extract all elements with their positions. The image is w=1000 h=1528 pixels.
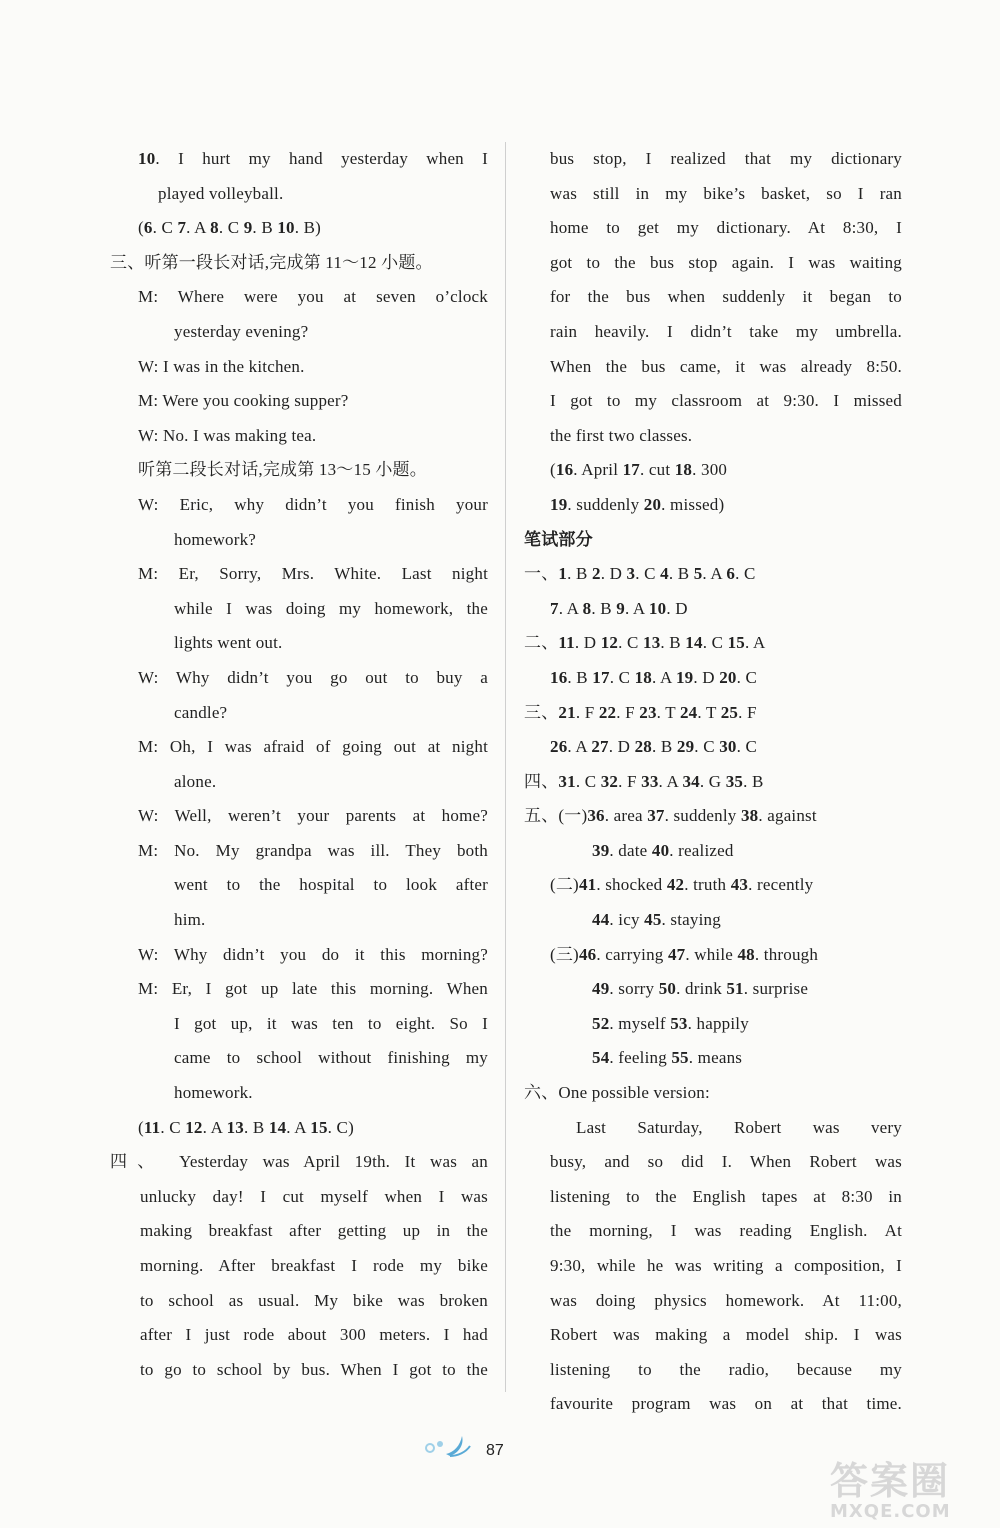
text-run: . D (608, 737, 635, 757)
text-line (524, 1076, 902, 1111)
text-run: . April (573, 460, 623, 480)
text-run: . truth (684, 875, 731, 895)
text-run: . B (567, 564, 592, 584)
text-line (524, 1353, 902, 1388)
text-run: . I hurt my hand yesterday when I (155, 149, 488, 168)
text-line (524, 1214, 902, 1249)
text-run: . D (666, 598, 688, 618)
text-run: . suddenly (664, 806, 741, 826)
watermark-line-1: 答案圈 (830, 1459, 951, 1503)
text-run: . C (736, 667, 758, 687)
text-line (110, 868, 488, 903)
question-number: 15 (310, 1117, 328, 1137)
text-run: ( (138, 1117, 144, 1137)
text-line (524, 1284, 902, 1319)
question-number: 5 (693, 564, 703, 584)
text-line (110, 1214, 488, 1249)
question-number: 8 (210, 218, 219, 238)
text-line (524, 384, 902, 419)
text-run: 四、 (524, 771, 559, 791)
text-run: W: Why didn’t you do it this morning? (138, 944, 488, 964)
text-run: . A (624, 598, 649, 618)
text-line (110, 523, 488, 558)
text-line (110, 1111, 488, 1146)
text-run: . A (186, 218, 211, 238)
text-line (524, 315, 902, 350)
text-run: 二、 (524, 633, 559, 653)
text-run: yesterday evening? (174, 321, 309, 341)
question-number: 26 (550, 737, 568, 757)
text-line (110, 177, 488, 212)
text-run: . B (743, 771, 764, 791)
text-run: . happily (687, 1013, 749, 1033)
text-run: 四、 Yesterday was April 19th. It was an (110, 1152, 488, 1172)
text-run: . B (567, 667, 593, 687)
text-line (110, 488, 488, 523)
text-run: . C (618, 633, 643, 653)
question-number: 46 (578, 944, 597, 964)
text-line (524, 1111, 902, 1146)
question-number: 18 (674, 460, 693, 480)
question-number: 51 (726, 979, 744, 999)
text-run: alone. (174, 771, 217, 791)
text-run: M: No. My grandpa was ill. They both (138, 840, 488, 860)
watermark-line-2: MXQE.COM (830, 1501, 951, 1522)
text-line (524, 1249, 902, 1284)
text-line (110, 384, 488, 419)
question-number: 1 (558, 564, 568, 584)
question-number: 39 (592, 840, 610, 860)
text-run: came to school without finishing my (174, 1048, 488, 1068)
text-line (110, 1249, 488, 1284)
text-line (524, 799, 902, 834)
text-run: . 300 (692, 460, 728, 480)
text-line (524, 350, 902, 385)
text-run: M: Er, Sorry, Mrs. White. Last night (138, 564, 488, 584)
text-run: W: No. I was making tea. (138, 425, 317, 445)
text-run: . F (616, 702, 640, 722)
text-run: . B (660, 633, 686, 653)
question-number: 37 (647, 806, 665, 826)
text-run: . F (618, 771, 642, 791)
text-run: bus stop, I realized that my dictionary (550, 149, 902, 168)
question-number: 40 (651, 840, 670, 860)
question-number: 43 (730, 875, 749, 895)
question-number: 13 (226, 1117, 244, 1137)
text-run: When the bus came, it was already 8:50. (550, 356, 902, 376)
text-run: . staying (661, 910, 721, 930)
text-run: M: Er, I got up late this morning. When (138, 979, 488, 999)
question-number: 42 (666, 875, 685, 895)
text-run: while I was doing my homework, the (174, 598, 488, 618)
text-run: candle? (174, 702, 228, 722)
text-run: . surprise (743, 979, 809, 999)
text-run: . drink (676, 979, 727, 999)
text-run: making breakfast after getting up in the (140, 1221, 488, 1241)
question-number: 45 (644, 910, 662, 930)
question-number: 54 (592, 1048, 610, 1068)
text-line (110, 938, 488, 973)
text-line (110, 1041, 488, 1076)
question-number: 53 (670, 1013, 688, 1033)
text-run: . C (152, 218, 178, 238)
text-line (524, 557, 902, 592)
question-number: 18 (634, 667, 652, 687)
question-number: 14 (268, 1117, 287, 1137)
question-number: 47 (667, 944, 686, 964)
text-line (110, 142, 488, 177)
text-run: ( (138, 218, 144, 238)
question-number: 11 (558, 633, 575, 653)
question-number: 25 (720, 702, 739, 722)
text-line (524, 938, 902, 973)
text-run: . sorry (609, 979, 659, 999)
text-run: . C (635, 564, 661, 584)
question-number: 笔试部分 (524, 529, 593, 549)
text-run: . T (697, 702, 721, 722)
question-number: 14 (685, 633, 703, 653)
text-run: W: I was in the kitchen. (138, 356, 305, 376)
text-line (110, 350, 488, 385)
text-run: . A (567, 737, 592, 757)
question-number: 8 (582, 598, 592, 618)
text-run: Last Saturday, Robert was very (576, 1117, 902, 1137)
text-line (110, 1353, 488, 1388)
text-line (524, 868, 902, 903)
question-number: 31 (558, 771, 576, 791)
text-line (524, 1007, 902, 1042)
question-number: 33 (641, 771, 659, 791)
question-number: 44 (592, 910, 610, 930)
text-run: . F (738, 702, 757, 722)
question-number: 10 (648, 598, 667, 618)
text-line (524, 453, 902, 488)
text-line (524, 280, 902, 315)
question-number: 6 (143, 218, 153, 238)
text-run: . T (656, 702, 680, 722)
question-number: 17 (592, 667, 610, 687)
text-line (110, 453, 488, 488)
text-run: listening to the radio, because my (550, 1359, 902, 1379)
question-number: 2 (592, 564, 601, 584)
text-line (524, 523, 902, 558)
text-run: . C (218, 218, 244, 238)
question-number: 20 (643, 494, 662, 514)
question-number: 48 (737, 944, 755, 964)
text-line (110, 419, 488, 454)
text-run: to school as usual. My bike was broken (140, 1290, 488, 1310)
question-number: 16 (555, 460, 574, 480)
text-run: morning. After breakfast I rode my bike (140, 1256, 488, 1275)
text-run: to go to school by bus. When I got to the (140, 1359, 488, 1379)
question-number: 27 (591, 737, 609, 757)
text-run: W: Well, weren’t your parents at home? (138, 806, 488, 826)
text-line (524, 696, 902, 731)
text-run: . F (575, 702, 599, 722)
text-run: . date (609, 840, 652, 860)
text-run: . C (160, 1117, 186, 1137)
text-run: . C (702, 633, 728, 653)
text-line (110, 799, 488, 834)
text-run: . B (252, 218, 278, 238)
text-run: . A (202, 1117, 227, 1137)
page-ornament (420, 1430, 480, 1465)
text-run: rain heavily. I didn’t take my umbrella. (550, 321, 902, 341)
question-number: 10 (277, 218, 295, 238)
text-run: . suddenly (567, 494, 644, 514)
question-number: 29 (676, 737, 695, 757)
question-number: 20 (719, 667, 737, 687)
question-number: 13 (643, 633, 661, 653)
text-run: . realized (669, 840, 734, 860)
text-run: . C) (327, 1117, 354, 1137)
text-run: . C (736, 737, 758, 757)
text-line (524, 626, 902, 661)
question-number: 9 (243, 218, 253, 238)
text-run: . A (658, 771, 683, 791)
text-run: . B (668, 564, 694, 584)
text-run: . G (699, 771, 726, 791)
question-number: 21 (558, 702, 576, 722)
text-run: I got to my classroom at 9:30. I missed (550, 391, 902, 411)
text-line (524, 1318, 902, 1353)
question-number: 30 (719, 737, 737, 757)
text-run: 听第二段长对话,完成第 13～15 小题。 (138, 460, 427, 480)
text-line (110, 1076, 488, 1111)
text-run: . means (688, 1048, 743, 1068)
text-line (524, 834, 902, 869)
text-run: the first two classes. (550, 425, 693, 445)
text-line (110, 211, 488, 246)
question-number: 11 (143, 1117, 161, 1137)
text-run: was doing physics homework. At 11:00, (550, 1290, 902, 1310)
text-run: M: Oh, I was afraid of going out at night (138, 737, 488, 757)
text-line (524, 1180, 902, 1215)
text-line (110, 903, 488, 938)
text-run: . B (591, 598, 617, 618)
text-run: after I just rode about 300 meters. I had (140, 1325, 488, 1345)
text-run: unlucky day! I cut myself when I was (140, 1186, 488, 1206)
question-number: 52 (592, 1013, 610, 1033)
text-line (524, 972, 902, 1007)
text-run: . myself (609, 1013, 671, 1033)
text-line (524, 661, 902, 696)
text-line (524, 765, 902, 800)
text-run: favourite program was on at that time. (550, 1394, 902, 1414)
question-number: 23 (639, 702, 657, 722)
text-line (110, 834, 488, 869)
text-line (110, 1145, 488, 1180)
text-run: . C (575, 771, 601, 791)
text-line (524, 1387, 902, 1422)
question-number: 10 (138, 149, 156, 168)
text-run: ( (550, 460, 556, 480)
question-number: 38 (740, 806, 759, 826)
question-number: 3 (626, 564, 636, 584)
question-number: 9 (616, 598, 625, 618)
text-line (524, 1145, 902, 1180)
text-line (524, 903, 902, 938)
text-run: 三、听第一段长对话,完成第 11～12 小题。 (110, 252, 433, 272)
text-run: homework? (174, 529, 257, 549)
text-run: . B (244, 1117, 269, 1137)
text-run: played volleyball. (158, 183, 284, 203)
text-run: I got up, it was ten to eight. So I (174, 1013, 488, 1033)
text-run: lights went out. (174, 633, 283, 653)
text-run: . C (694, 737, 720, 757)
text-run: . D (693, 667, 720, 687)
text-line (524, 211, 902, 246)
text-line (524, 246, 902, 281)
right-column (524, 142, 902, 1422)
text-run: (二) (550, 875, 579, 895)
text-run: was still in my bike’s basket, so I ran (550, 183, 902, 203)
question-number: 49 (592, 979, 610, 999)
question-number: 22 (598, 702, 617, 722)
text-run: 一、 (524, 564, 559, 584)
question-number: 35 (725, 771, 744, 791)
text-run: M: Were you cooking supper? (138, 391, 349, 411)
text-run: . against (758, 806, 817, 826)
text-line (524, 419, 902, 454)
question-number: 7 (177, 218, 187, 238)
watermark-logo (830, 1450, 951, 1522)
text-line (524, 730, 902, 765)
left-column (110, 142, 488, 1387)
text-line (110, 1318, 488, 1353)
question-number: 24 (679, 702, 698, 722)
text-run: . missed) (661, 494, 725, 514)
text-line (110, 972, 488, 1007)
question-number: 34 (682, 771, 700, 791)
text-run: . D (574, 633, 601, 653)
question-number: 55 (671, 1048, 689, 1068)
text-line (110, 661, 488, 696)
text-run: 五、(一) (524, 806, 588, 826)
text-run: . carrying (596, 944, 668, 964)
text-run: 9:30, while he was writing a composition, I (550, 1256, 902, 1275)
text-line (110, 730, 488, 765)
text-line (110, 1284, 488, 1319)
text-run: . C (609, 667, 635, 687)
text-run: . A (558, 598, 583, 618)
text-run: him. (174, 910, 206, 930)
text-run: . icy (609, 910, 645, 930)
text-line (110, 592, 488, 627)
text-line (524, 177, 902, 212)
text-line (110, 1007, 488, 1042)
text-run: (三) (550, 944, 579, 964)
text-run: W: Why didn’t you go out to buy a (138, 667, 488, 687)
text-line (110, 315, 488, 350)
text-run: for the bus when suddenly it began to (550, 287, 902, 307)
question-number: 17 (622, 460, 640, 480)
question-number: 12 (185, 1117, 203, 1137)
question-number: 41 (578, 875, 597, 895)
question-number: 50 (658, 979, 677, 999)
text-run: . C (735, 564, 756, 584)
text-line (110, 1180, 488, 1215)
text-line (110, 246, 488, 281)
text-line (110, 557, 488, 592)
text-line (524, 592, 902, 627)
text-run: . through (754, 944, 819, 964)
text-run: home to get my dictionary. At 8:30, I (550, 218, 902, 238)
text-run: W: Eric, why didn’t you finish your (138, 494, 488, 514)
text-run: . A (286, 1117, 311, 1137)
text-run: . B) (294, 218, 322, 238)
text-run: the morning, I was reading English. At (550, 1221, 902, 1241)
text-run: . A (652, 667, 676, 687)
question-number: 19 (550, 494, 568, 514)
question-number: 28 (634, 737, 652, 757)
text-line (110, 626, 488, 661)
text-run: . A (745, 633, 766, 653)
text-run: went to the hospital to look after (174, 875, 488, 895)
text-run: . B (652, 737, 677, 757)
text-run: . D (600, 564, 627, 584)
page-number: 87 (486, 1442, 504, 1459)
text-run: . A (702, 564, 727, 584)
question-number: 6 (726, 564, 736, 584)
text-run: listening to the English tapes at 8:30 in (550, 1186, 902, 1206)
text-run: got to the bus stop again. I was waiting (550, 252, 902, 272)
question-number: 32 (600, 771, 619, 791)
text-run: Robert was making a model ship. I was (550, 1325, 902, 1345)
text-run: . area (604, 806, 648, 826)
text-run: busy, and so did I. When Robert was (550, 1152, 902, 1172)
text-line (524, 488, 902, 523)
text-run: homework. (174, 1083, 253, 1103)
question-number: 16 (550, 667, 568, 687)
text-run: . cut (639, 460, 675, 480)
text-run: . shocked (596, 875, 667, 895)
text-run: . recently (748, 875, 814, 895)
text-run: 三、 (524, 702, 559, 722)
text-line (524, 1041, 902, 1076)
bird-ornament-icon (420, 1430, 480, 1460)
text-line (110, 280, 488, 315)
text-run: . feeling (609, 1048, 672, 1068)
text-line (110, 765, 488, 800)
text-line (110, 696, 488, 731)
question-number: 36 (587, 806, 605, 826)
question-number: 7 (550, 598, 559, 618)
text-run: . while (685, 944, 738, 964)
text-run: 六、One possible version: (524, 1083, 710, 1103)
text-line (524, 142, 902, 177)
text-run: M: Where were you at seven o’clock (138, 287, 488, 307)
question-number: 19 (675, 667, 694, 687)
question-number: 12 (600, 633, 619, 653)
column-divider (505, 142, 506, 1392)
question-number: 4 (660, 564, 669, 584)
question-number: 15 (727, 633, 745, 653)
